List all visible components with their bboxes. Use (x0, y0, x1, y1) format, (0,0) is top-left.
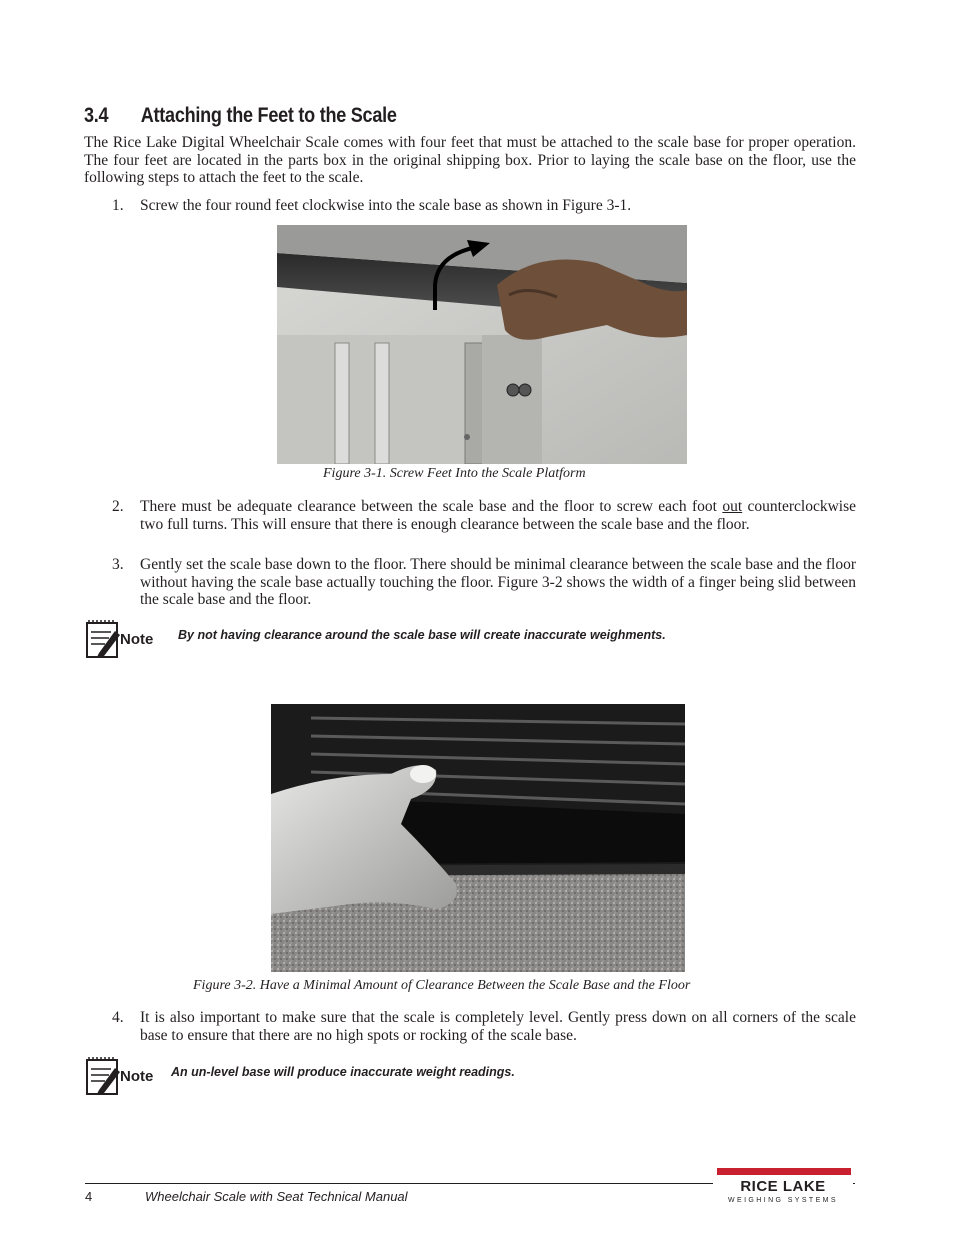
page-number: 4 (85, 1189, 93, 1204)
step-text: It is also important to make sure that the scale is completely level. Gently press down on all corners of the scale base to ensure that there are no high spots or rocking of the scale base. (140, 1009, 856, 1044)
note-text: By not having clearance around the scale base will create inaccurate weighments. (178, 628, 666, 642)
section-heading (84, 104, 397, 128)
step-number: 2. (112, 498, 124, 515)
step-3 (84, 556, 856, 609)
logo-wordmark: RICE LAKE (740, 1178, 826, 1195)
step-number: 3. (112, 556, 124, 573)
figure-3-1-caption: Figure 3-1. Screw Feet Into the Scale Platform (323, 466, 586, 481)
logo-tagline: WEIGHING SYSTEMS (728, 1197, 838, 1204)
manual-title: Wheelchair Scale with Seat Technical Manual (145, 1189, 408, 1204)
step-4 (84, 1009, 856, 1044)
section-number: 3.4 (84, 104, 109, 127)
figure-3-2-caption: Figure 3-2. Have a Minimal Amount of Clearance Between the Scale Base and the Floor (193, 978, 691, 993)
step-text: Gently set the scale base down to the floor. There should be minimal clearance between the scale base and the floor without having the scale base actually touching the floor. Figure 3-2 shows the width of a finger being slid between the scale base and the floor. (140, 556, 856, 608)
intro-paragraph: The Rice Lake Digital Wheelchair Scale comes with four feet that must be attached to the scale base for proper operation. The four feet are located in the parts box in the original shipping box. Prior to laying the scale base on the floor, use the following steps to attach the feet to the scale. (84, 134, 856, 186)
logo-red-bar (717, 1168, 851, 1175)
step-text-part: There must be adequate clearance between the scale base and the floor to screw each foot (140, 498, 723, 515)
note-pencil-icon (85, 619, 165, 659)
underlined-word: out (722, 498, 743, 515)
figure-clearance-photo (271, 704, 685, 972)
step-number: 1. (112, 197, 124, 214)
step-number: 4. (112, 1009, 124, 1026)
note-label: Note (120, 1068, 154, 1085)
step-1 (84, 197, 856, 215)
rice-lake-logo (713, 1168, 853, 1204)
note-label: Note (120, 631, 154, 648)
figure-screw-feet-photo (277, 225, 687, 464)
section-title: Attaching the Feet to the Scale (140, 104, 397, 127)
step-text (140, 498, 856, 533)
step-text-part: counterclockwise two full turns. This will ensure that there is enough clearance between the scale base and the floor. (140, 498, 856, 533)
note-text: An un-level base will produce inaccurate weight readings. (171, 1065, 515, 1079)
note-pencil-icon (85, 1056, 165, 1096)
step-text: Screw the four round feet clockwise into the scale base as shown in Figure 3-1. (140, 197, 632, 214)
step-2 (84, 498, 856, 533)
